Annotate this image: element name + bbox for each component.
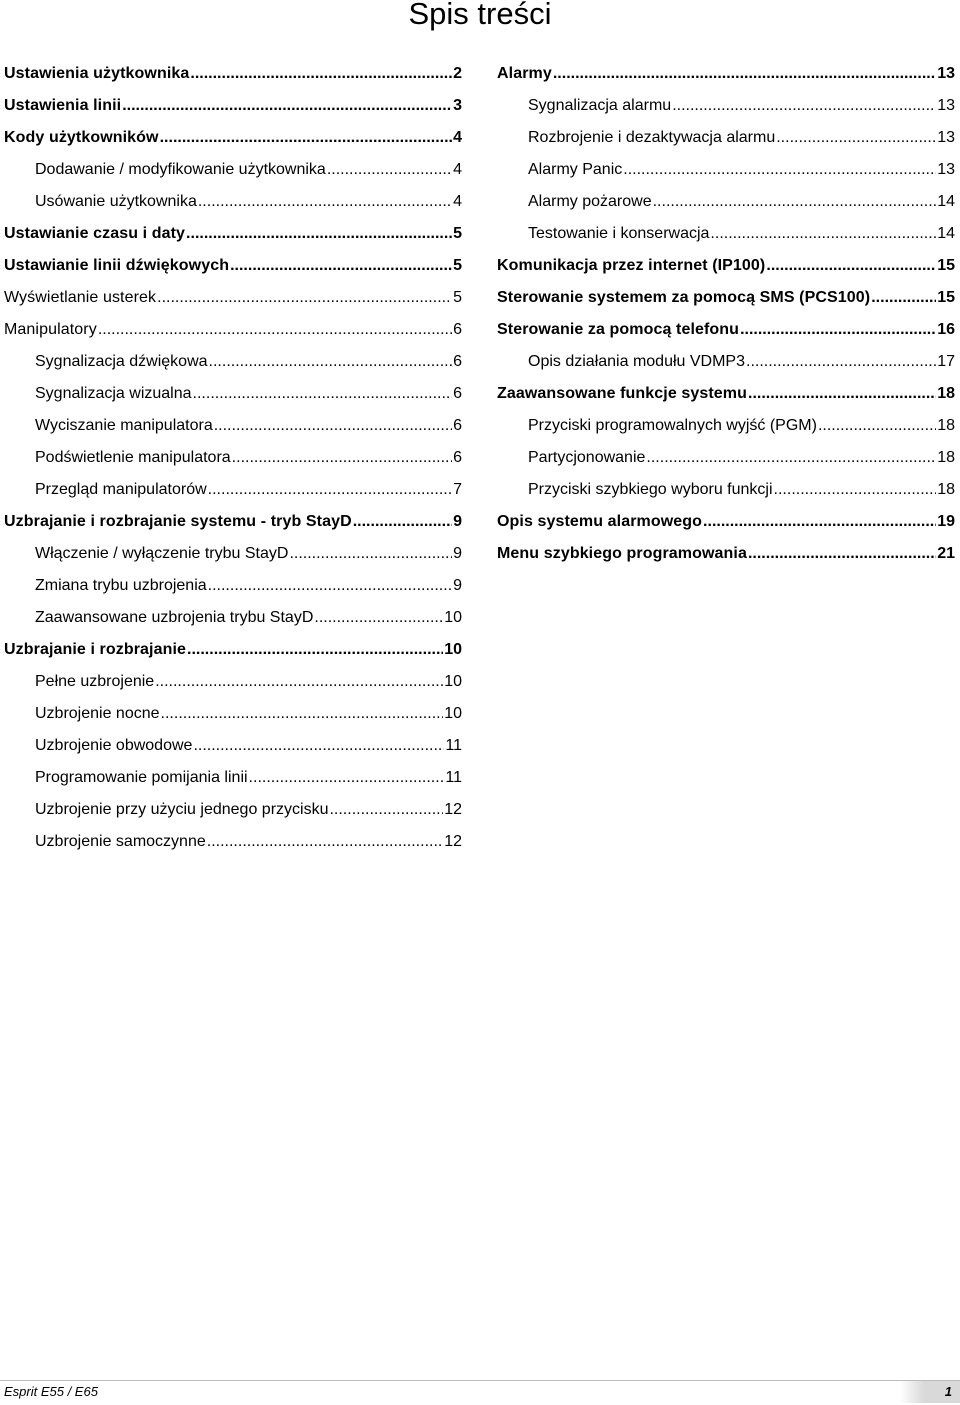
toc-leader-dots (327, 154, 452, 186)
toc-entry-page: 5 (453, 225, 462, 242)
toc-leader-dots (198, 186, 452, 218)
toc-entry-label: Manipulatory (4, 321, 97, 338)
footer-divider (0, 1380, 960, 1381)
toc-leader-dots (209, 346, 453, 378)
toc-entry[interactable] (497, 122, 955, 154)
toc-entry[interactable] (4, 826, 462, 858)
toc-entry-label: Rozbrojenie i dezaktywacja alarmu (528, 129, 776, 146)
toc-entry[interactable] (4, 762, 462, 794)
toc-entry-label: Zmiana trybu uzbrojenia (35, 577, 207, 594)
toc-entry-page: 14 (937, 225, 955, 242)
toc-leader-dots (160, 122, 452, 154)
toc-entry[interactable] (4, 506, 462, 538)
toc-left-column (4, 58, 462, 858)
toc-entry[interactable] (497, 218, 955, 250)
toc-entry[interactable] (4, 122, 462, 154)
toc-entry[interactable] (4, 602, 462, 634)
toc-entry-page: 15 (937, 257, 955, 274)
toc-entry[interactable] (4, 666, 462, 698)
toc-entry-page: 21 (937, 545, 955, 562)
toc-leader-dots (776, 122, 936, 154)
toc-entry[interactable] (497, 346, 955, 378)
toc-entry-page: 7 (453, 481, 462, 498)
toc-entry-label: Ustawianie czasu i daty (4, 225, 186, 242)
toc-leader-dots (746, 346, 936, 378)
toc-entry-page: 10 (444, 673, 462, 690)
toc-entry-page: 18 (937, 417, 955, 434)
toc-leader-dots (122, 90, 452, 122)
toc-entry-page: 18 (937, 449, 955, 466)
toc-entry-label: Ustawienia linii (4, 97, 122, 114)
toc-entry[interactable] (4, 730, 462, 762)
toc-entry-page: 6 (453, 385, 462, 402)
toc-leader-dots (623, 154, 936, 186)
toc-entry[interactable] (497, 474, 955, 506)
toc-entry-label: Usówanie użytkownika (35, 193, 197, 210)
toc-leader-dots (774, 474, 937, 506)
toc-entry-page: 10 (444, 641, 462, 658)
toc-entry[interactable] (4, 58, 462, 90)
toc-leader-dots (314, 602, 443, 634)
toc-right-column (497, 58, 955, 570)
toc-entry[interactable] (4, 250, 462, 282)
toc-entry-label: Menu szybkiego programowania (497, 545, 747, 562)
toc-entry-page: 11 (445, 737, 462, 754)
toc-leader-dots (653, 186, 937, 218)
toc-leader-dots (818, 410, 936, 442)
toc-entry-page: 3 (453, 97, 462, 114)
toc-entry-label: Alarmy Panic (528, 161, 623, 178)
toc-entry[interactable] (497, 410, 955, 442)
toc-leader-dots (207, 826, 443, 858)
footer-page-number: 1 (944, 1384, 952, 1399)
toc-entry-label: Programowanie pomijania linii (35, 769, 248, 786)
toc-entry-label: Sygnalizacja wizualna (35, 385, 192, 402)
toc-entry[interactable] (497, 58, 955, 90)
toc-leader-dots (155, 666, 443, 698)
toc-leader-dots (193, 378, 453, 410)
page-footer (0, 1380, 960, 1405)
toc-entry-page: 13 (937, 97, 955, 114)
toc-entry-label: Pełne uzbrojenie (35, 673, 155, 690)
toc-entry-label: Alarmy (497, 65, 552, 82)
toc-entry[interactable] (4, 378, 462, 410)
toc-leader-dots (249, 762, 445, 794)
toc-entry-page: 5 (453, 257, 462, 274)
toc-entry-page: 16 (937, 321, 955, 338)
toc-entry-label: Podświetlenie manipulatora (35, 449, 231, 466)
toc-entry-label: Sygnalizacja dźwiękowa (35, 353, 208, 370)
toc-entry[interactable] (4, 634, 462, 666)
footer-model-name: Esprit E55 / E65 (4, 1384, 98, 1399)
toc-entry-page: 10 (444, 609, 462, 626)
toc-entry-page: 4 (453, 129, 462, 146)
page-title: Spis treści (408, 0, 552, 31)
toc-entry[interactable] (4, 570, 462, 602)
toc-entry-label: Zaawansowane funkcje systemu (497, 385, 748, 402)
toc-entry[interactable] (497, 314, 955, 346)
toc-entry[interactable] (4, 90, 462, 122)
toc-entry[interactable] (497, 506, 955, 538)
toc-leader-dots (748, 378, 936, 410)
toc-entry[interactable] (4, 186, 462, 218)
toc-leader-dots (329, 794, 443, 826)
toc-entry-label: Kody użytkowników (4, 129, 159, 146)
toc-entry-label: Partycjonowanie (528, 449, 646, 466)
toc-entry[interactable] (4, 314, 462, 346)
toc-entry-page: 6 (453, 417, 462, 434)
toc-entry[interactable] (497, 538, 955, 570)
toc-leader-dots (187, 634, 443, 666)
toc-entry-page: 13 (937, 129, 955, 146)
toc-entry-label: Przyciski szybkiego wyboru funkcji (528, 481, 773, 498)
toc-entry-label: Ustawienia użytkownika (4, 65, 190, 82)
toc-entry-page: 12 (444, 833, 462, 850)
toc-leader-dots (646, 442, 936, 474)
toc-entry-page: 6 (453, 353, 462, 370)
toc-entry-label: Sterowanie systemem za pomocą SMS (PCS100) (497, 289, 871, 306)
toc-entry-label: Przyciski programowalnych wyjść (PGM) (528, 417, 817, 434)
toc-leader-dots (703, 506, 936, 538)
toc-entry-page: 14 (937, 193, 955, 210)
toc-entry[interactable] (497, 154, 955, 186)
toc-entry-page: 9 (453, 577, 462, 594)
toc-entry[interactable] (4, 698, 462, 730)
toc-entry-page: 13 (937, 65, 955, 82)
toc-entry-page: 12 (444, 801, 462, 818)
toc-entry-label: Zaawansowane uzbrojenia trybu StayD (35, 609, 314, 626)
toc-entry-page: 9 (453, 545, 462, 562)
toc-entry-label: Wyciszanie manipulatora (35, 417, 213, 434)
toc-leader-dots (230, 250, 452, 282)
toc-leader-dots (289, 538, 452, 570)
toc-entry[interactable] (4, 410, 462, 442)
toc-entry[interactable] (497, 90, 955, 122)
toc-entry[interactable] (4, 218, 462, 250)
toc-entry[interactable] (4, 474, 462, 506)
toc-entry-page: 6 (453, 449, 462, 466)
toc-leader-dots (672, 90, 936, 122)
toc-entry[interactable] (4, 282, 462, 314)
toc-entry-label: Sygnalizacja alarmu (528, 97, 672, 114)
toc-entry[interactable] (4, 794, 462, 826)
toc-leader-dots (740, 314, 936, 346)
toc-entry-page: 6 (453, 321, 462, 338)
toc-entry[interactable] (497, 250, 955, 282)
toc-leader-dots (214, 410, 452, 442)
toc-leader-dots (161, 698, 444, 730)
toc-entry-page: 4 (453, 161, 462, 178)
toc-entry-page: 18 (937, 385, 955, 402)
toc-entry-label: Dodawanie / modyfikowanie użytkownika (35, 161, 326, 178)
toc-entry-label: Przegląd manipulatorów (35, 481, 207, 498)
toc-entry[interactable] (4, 442, 462, 474)
toc-leader-dots (186, 218, 452, 250)
toc-leader-dots (871, 282, 936, 314)
toc-entry-label: Uzbrojenie samoczynne (35, 833, 206, 850)
toc-entry[interactable] (4, 346, 462, 378)
toc-entry-page: 9 (453, 513, 462, 530)
toc-entry-page: 15 (937, 289, 955, 306)
toc-leader-dots (190, 58, 452, 90)
toc-entry[interactable] (4, 538, 462, 570)
toc-leader-dots (553, 58, 936, 90)
toc-entry-label: Uzbrajanie i rozbrajanie systemu - tryb StayD (4, 513, 352, 530)
toc-entry-label: Uzbrojenie przy użyciu jednego przycisku (35, 801, 329, 818)
toc-entry-label: Opis działania modułu VDMP3 (528, 353, 745, 370)
toc-entry-label: Ustawianie linii dźwiękowych (4, 257, 230, 274)
toc-leader-dots (353, 506, 452, 538)
toc-entry[interactable] (497, 378, 955, 410)
toc-leader-dots (208, 570, 452, 602)
toc-entry-page: 4 (453, 193, 462, 210)
toc-entry-label: Opis systemu alarmowego (497, 513, 703, 530)
toc-entry-label: Komunikacja przez internet (IP100) (497, 257, 766, 274)
toc-entry[interactable] (4, 154, 462, 186)
toc-entry-label: Testowanie i konserwacja (528, 225, 710, 242)
toc-leader-dots (710, 218, 936, 250)
toc-entry-page: 19 (937, 513, 955, 530)
toc-leader-dots (232, 442, 452, 474)
toc-entry-page: 17 (937, 353, 955, 370)
toc-leader-dots (766, 250, 936, 282)
toc-leader-dots (193, 730, 444, 762)
toc-entry-label: Sterowanie za pomocą telefonu (497, 321, 740, 338)
toc-entry-label: Uzbrajanie i rozbrajanie (4, 641, 187, 658)
toc-entry[interactable] (497, 282, 955, 314)
toc-entry-page: 18 (937, 481, 955, 498)
toc-leader-dots (98, 314, 452, 346)
toc-entry-page: 5 (453, 289, 462, 306)
toc-entry-label: Uzbrojenie obwodowe (35, 737, 193, 754)
toc-entry-label: Włączenie / wyłączenie trybu StayD (35, 545, 289, 562)
toc-entry-page: 11 (445, 769, 462, 786)
toc-entry-page: 10 (444, 705, 462, 722)
toc-entry-label: Wyświetlanie usterek (4, 289, 157, 306)
toc-entry-page: 13 (937, 161, 955, 178)
toc-entry[interactable] (497, 442, 955, 474)
toc-entry-page: 2 (453, 65, 462, 82)
toc-entry[interactable] (497, 186, 955, 218)
toc-leader-dots (748, 538, 936, 570)
toc-entry-label: Alarmy pożarowe (528, 193, 652, 210)
toc-leader-dots (157, 282, 452, 314)
toc-leader-dots (208, 474, 452, 506)
toc-entry-label: Uzbrojenie nocne (35, 705, 160, 722)
